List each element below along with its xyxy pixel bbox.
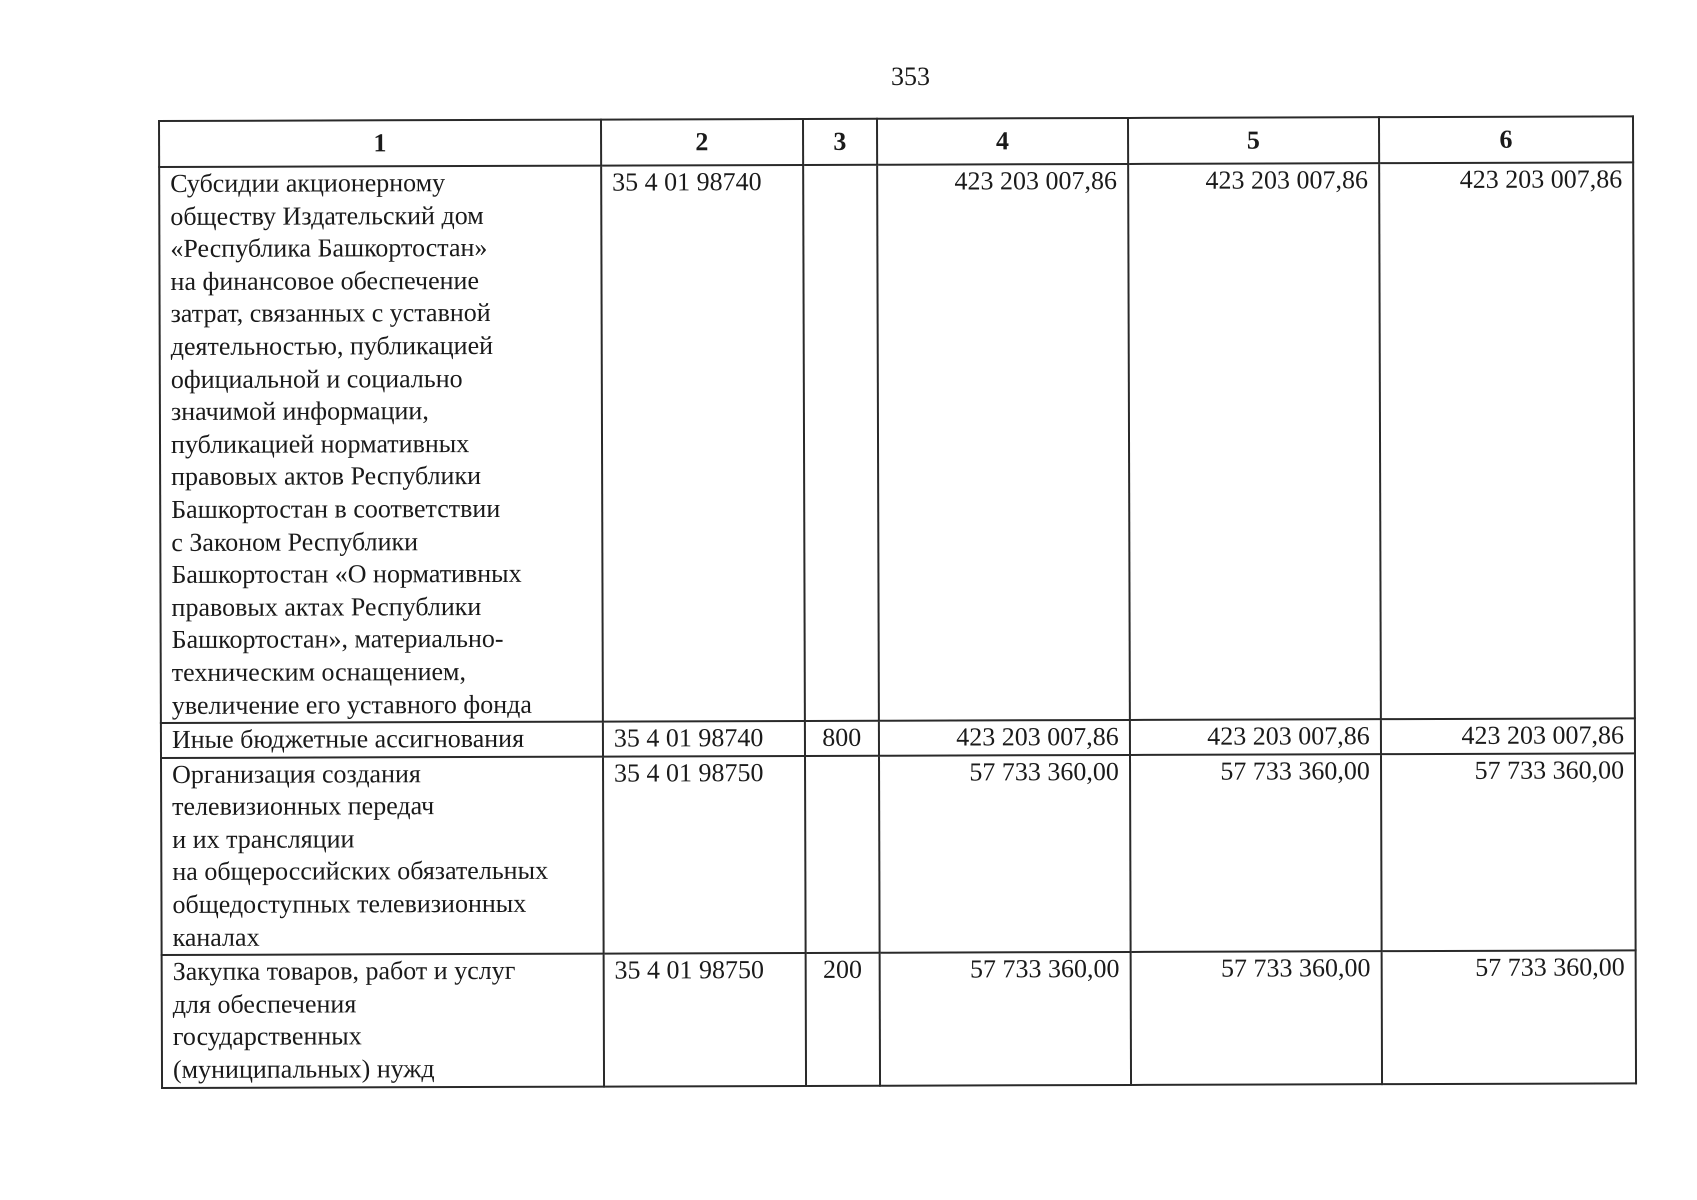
row-name-line: Башкортостан в соответствии <box>171 493 501 524</box>
row-code-cell: 35 4 01 98750 <box>603 953 805 1086</box>
row-name-cell <box>161 722 603 758</box>
row-name-line: для обеспечения <box>172 989 357 1019</box>
row-value-4-cell: 57 733 360,00 <box>879 755 1131 953</box>
page-number: 353 <box>891 62 930 91</box>
row-type-cell: 800 <box>805 721 879 756</box>
column-header-4: 4 <box>877 118 1128 165</box>
row-name-line: правовых актах Республики <box>171 591 482 622</box>
row-value-5-cell: 57 733 360,00 <box>1130 754 1382 952</box>
row-value-6-cell: 57 733 360,00 <box>1381 753 1636 951</box>
table-row <box>162 951 1636 1088</box>
row-value-6-cell: 423 203 007,86 <box>1379 162 1635 719</box>
row-name-cell <box>159 166 603 723</box>
row-name-line: правовых актов Республики <box>171 461 482 492</box>
column-header-3: 3 <box>803 119 877 165</box>
row-name-line: (муниципальных) нужд <box>172 1054 435 1084</box>
row-name-line: затрат, связанных с уставной <box>170 298 491 329</box>
row-value-4-cell: 423 203 007,86 <box>877 164 1130 721</box>
row-name-line: деятельностью, публикацией <box>170 330 494 361</box>
row-name-line: и их трансляции <box>172 824 355 854</box>
row-name-line: Закупка товаров, работ и услуг <box>172 956 516 987</box>
row-name-line: увеличение его уставного фонда <box>171 689 532 720</box>
row-type-cell <box>805 755 880 953</box>
row-name-line: с Законом Республики <box>171 526 419 557</box>
column-header-5: 5 <box>1128 117 1379 164</box>
row-name-line: значимой информации, <box>170 396 429 427</box>
column-header-6: 6 <box>1379 116 1633 163</box>
row-code-cell: 35 4 01 98740 <box>603 721 805 756</box>
column-header-2: 2 <box>601 119 803 166</box>
table-row <box>161 753 1636 955</box>
row-name-line: общедоступных телевизионных <box>172 888 527 920</box>
row-type-cell <box>803 165 879 721</box>
row-name-cell <box>162 954 604 1088</box>
row-value-6-cell: 57 733 360,00 <box>1381 951 1636 1084</box>
row-name-line: «Республика Башкортостан» <box>170 233 488 264</box>
row-name-line: Организация создания <box>172 758 421 789</box>
row-name-line: техническим оснащением, <box>171 656 466 687</box>
row-code-cell: 35 4 01 98740 <box>601 165 805 722</box>
row-name-line: обществу Издательский дом <box>170 200 484 231</box>
table-row <box>161 718 1635 757</box>
row-value-6-cell: 423 203 007,86 <box>1381 718 1635 753</box>
row-name-line: публикацией нормативных <box>170 428 470 459</box>
table-header-row <box>159 116 1633 167</box>
row-name-line: телевизионных передач <box>172 791 435 822</box>
row-name-line: Иные бюджетные ассигнования <box>171 723 525 755</box>
row-name-cell <box>161 756 603 955</box>
row-name-line: на общероссийских обязательных <box>172 856 549 887</box>
table-body <box>159 162 1636 1087</box>
row-value-5-cell: 423 203 007,86 <box>1128 163 1381 720</box>
row-name-line: Субсидии акционерному <box>170 168 446 198</box>
row-name-line: Башкортостан», материально- <box>171 624 504 655</box>
row-value-4-cell: 423 203 007,86 <box>879 720 1130 755</box>
row-value-4-cell: 57 733 360,00 <box>879 952 1130 1085</box>
table-row <box>159 162 1635 723</box>
row-code-cell: 35 4 01 98750 <box>603 756 805 954</box>
row-name-line: официальной и социально <box>170 363 463 394</box>
row-name-line: на финансовое обеспечение <box>170 265 480 296</box>
row-type-cell: 200 <box>805 953 880 1086</box>
row-name-line: государственных <box>172 1021 362 1052</box>
row-name-line: Башкортостан «О нормативных <box>171 558 522 590</box>
row-value-5-cell: 57 733 360,00 <box>1130 951 1381 1084</box>
column-header-1: 1 <box>159 120 601 167</box>
budget-table <box>158 115 1637 1088</box>
row-name-line: каналах <box>172 922 260 952</box>
row-value-5-cell: 423 203 007,86 <box>1130 719 1381 754</box>
